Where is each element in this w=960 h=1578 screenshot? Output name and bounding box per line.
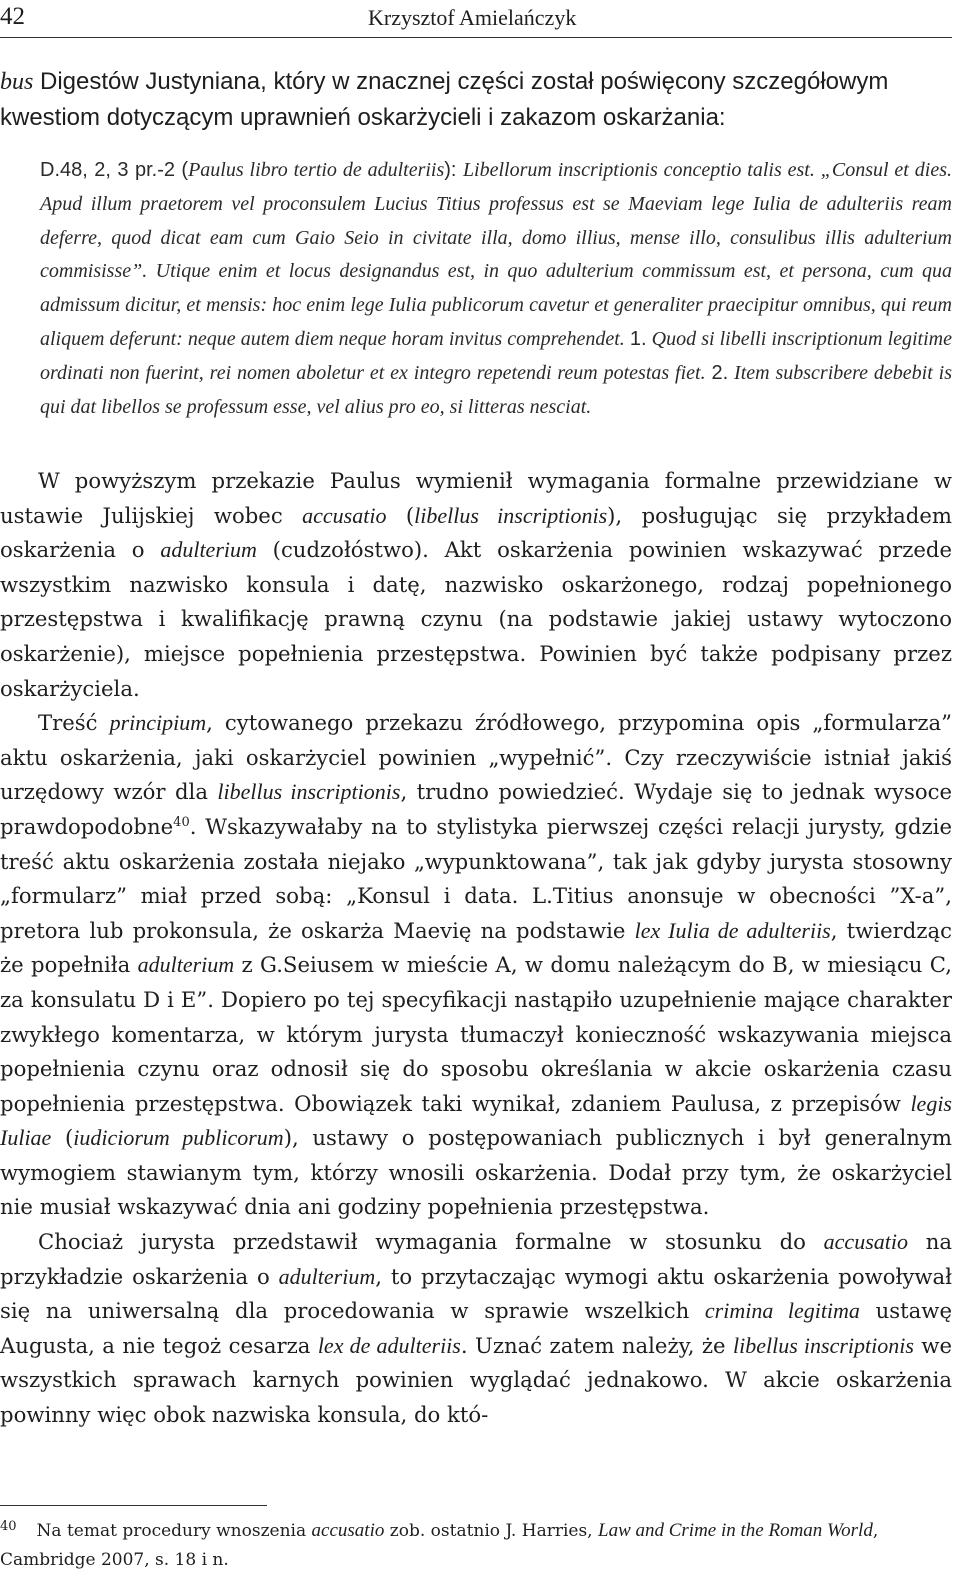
text-run: . Wskazywałaby na to stylistyka pierwszej części relacji jurysty, gdzie treść aktu oskarżenia została niejako „wypunktowana”, tak jak gdyby jurysta stosowny „formularz” miał przed sobą: „Konsul i data. L.Titius anonsuje w obecności ”X-a”, pretora lub prokonsula, że oskarża Maevię na podstawie xyxy=(0,813,952,943)
quote-text-section-1: Quod si libelli inscriptionum legitime ordinati non fuerint, rei nomen aboletur et ex integro repetendi reum potestas fiet. xyxy=(40,327,952,384)
text-run: ( xyxy=(386,502,415,528)
italic-term: libellus inscriptionis xyxy=(732,1332,914,1358)
intro-italic: bus xyxy=(0,69,34,95)
paragraph-2 xyxy=(0,706,952,1225)
text-run: Chociaż jurysta przedstawił wymagania formalne w stosunku do xyxy=(38,1229,824,1255)
italic-term: libellus inscriptionis xyxy=(414,502,608,528)
italic-term: crimina legitima xyxy=(704,1298,860,1324)
footnote-rule xyxy=(0,1505,267,1506)
italic-term: lex de adulteriis xyxy=(317,1332,461,1358)
running-head-author: Krzysztof Amielańczyk xyxy=(368,5,577,30)
quote-text-section-2: Item subscribere debebit is qui dat libellos se professum esse, vel alius pro eo, si litteras nesciat. xyxy=(40,361,953,418)
text-run: W powyższym przekazie Paulus wymienił wymagania formalne przewidziane w ustawie Julijskiej wobec xyxy=(0,468,952,528)
text-run: Treść xyxy=(38,710,110,736)
quote-reference-author: Paulus libro tertio de adulteriis xyxy=(188,159,445,181)
paragraph-3 xyxy=(0,1225,952,1433)
source-quotation xyxy=(40,154,952,424)
text-run: ( xyxy=(51,1125,74,1151)
italic-term: adulterium xyxy=(278,1263,376,1289)
text-run: , to przytaczając wymogi aktu oskarżenia powoływał się na uniwersalną dla procedowania w sprawie wszelkich xyxy=(0,1263,952,1324)
italic-term: principium xyxy=(109,710,207,736)
quote-reference-close: ): xyxy=(444,159,463,181)
intro-text: Digestów Justyniana, który w znacznej części został poświęcony szczegółowym kwestiom dotyczącym uprawnień oskarżycieli i zakazom oskarżania: xyxy=(0,68,889,131)
italic-term: adulterium xyxy=(160,537,257,563)
quote-section-number: 1. xyxy=(629,327,647,350)
paragraph-1 xyxy=(0,464,952,706)
italic-term: adulterium xyxy=(137,952,235,978)
quote-reference: D.48, 2, 3 pr.-2 ( xyxy=(40,159,189,181)
italic-term: lex Iulia de adulteriis xyxy=(634,917,831,943)
text-run: ustawę Augusta, a nie tegoż cesarza xyxy=(0,1298,952,1358)
text-run: , twierdząc że popełniła xyxy=(0,917,952,978)
text-run: (cudzołóstwo). Akt oskarżenia powinien wskazywać przede wszystkim nazwisko konsula i datę, nazwisko oskarżonego, rodzaj popełnionego przestępstwa i kwalifikację prawną czynu (na podstawie jakiej ustawy wytoczono oskarżenie), miejsce popełnienia przestępstwa. Powinien być także podpisany przez oskarżyciela. xyxy=(0,537,952,701)
text-run: , trudno powiedzieć. Wydaje się to jednak wysoce prawdopodobne xyxy=(0,779,952,839)
italic-term: accusatio xyxy=(823,1229,908,1255)
italic-title: Law and Crime in the Roman World xyxy=(598,1520,873,1541)
page-header xyxy=(0,0,960,36)
text-run: Na temat procedury wnoszenia xyxy=(36,1521,312,1541)
footnote-40 xyxy=(0,1512,952,1575)
italic-term: iudiciorum publicorum xyxy=(73,1125,284,1151)
text-run: , cytowanego przekazu źródłowego, przypomina opis „formularza” aktu oskarżenia, jaki oskarżyciel powinien „wypełnić”. Czy rzeczywiście istniał jakiś urzędowy wzór dla xyxy=(0,710,953,805)
body-text xyxy=(0,464,952,1433)
text-run: na przykładzie oskarżenia o xyxy=(0,1229,953,1289)
italic-term: legis Iuliae xyxy=(0,1090,952,1151)
quote-section-number: 2. xyxy=(711,361,729,384)
italic-term: accusatio xyxy=(302,502,387,528)
text-run: , Cambridge 2007, s. 18 i n. xyxy=(0,1521,879,1570)
italic-term: accusatio xyxy=(311,1520,385,1541)
header-rule xyxy=(0,37,952,38)
text-run: ), ustawy o postępowaniach publicznych i był generalnym wymogiem stawianym tym, którzy wnosili oskarżenia. Dodał przy tym, że oskarżyciel nie musiał wskazywać dnia ani godziny popełnienia przestępstwa. xyxy=(0,1125,952,1220)
italic-term: libellus inscriptionis xyxy=(217,779,401,805)
page-number: 42 xyxy=(0,3,25,30)
text-run: zob. ostatnio J. Harries, xyxy=(384,1521,598,1541)
text-run: we wszystkich sprawach karnych powinien wyglądać jednakowo. W akcie oskarżenia powinny więc obok nazwiska konsula, do któ- xyxy=(0,1332,952,1428)
intro-paragraph xyxy=(0,64,952,136)
quote-text-principium: Libellorum inscriptionis conceptio talis est. „Consul et dies. Apud illum praetorem vel proconsulem Lucius Titius professus est se Maeviam lege Iulia de adulteriis ream deferre, quod dicat eam cum Gaio Seio in civitate illa, domo illius, mense illo, consulibus illis adulterium commisisse”. Utique enim et locus designandus est, in quo adulterium commissum est, et persona, cum qua admissum dicitur, et mensis: hoc enim lege Iulia publicorum cavetur et generaliter praecipitur omnibus, qui reum aliquem deferunt: neque autem diem neque horam invitus comprehendet. xyxy=(40,159,952,350)
footnote-number: 40 xyxy=(0,1519,17,1534)
text-run: ), posługując się przykładem oskarżenia o xyxy=(0,502,952,563)
footnote-reference[interactable]: 40 xyxy=(173,814,190,830)
text-run: . Uznać zatem należy, że xyxy=(460,1332,733,1358)
text-run: z G.Seiusem w mieście A, w domu należącym do B, w miesiącu C, za konsulatu D i E”. Dopiero po tej specyfikacji nastąpiło uzupełnienie mające charakter zwykłego komentarza, w którym jurysta tłumaczył konieczność wskazywania miejsca popełnienia czynu oraz odnosił się do sposobu określania w akcie oskarżenia czasu popełnienia przestępstwa. Obowiązek taki wynikał, zdaniem Paulusa, z przepisów xyxy=(0,952,952,1116)
